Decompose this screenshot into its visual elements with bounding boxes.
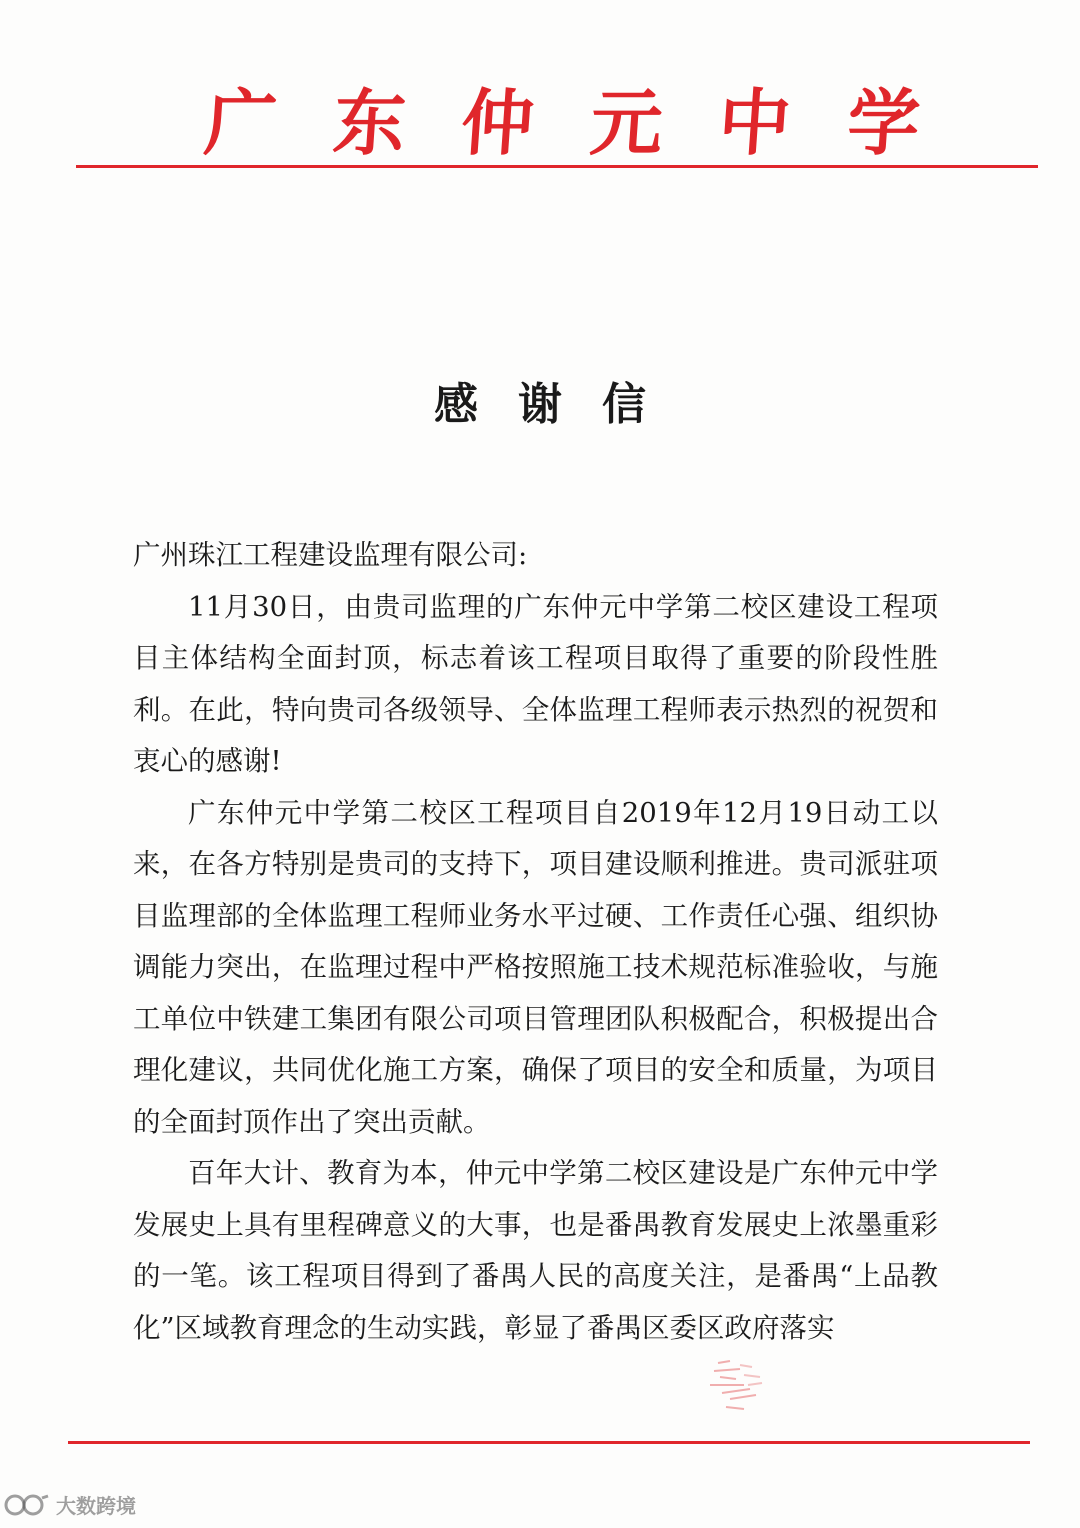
letterhead-school-name	[80, 72, 980, 165]
letter-body	[133, 530, 938, 1354]
letterhead-char: 仲	[458, 81, 537, 165]
paragraph: 广东仲元中学第二校区工程项目自2019年12月19日动工以来，在各方特别是贵司的支持下，项目建设顺利推进。贵司派驻项目监理部的全体监理工程师业务水平过硬、工作责任心强、组织协调能力突出，在监理过程中严格按照施工技术规范标准验收，与施工单位中铁建工集团有限公司项目管理团队积极配合，积极提出合理化建议，共同优化施工方案，确保了项目的安全和质量，为项目的全面封顶作出了突出贡献。	[133, 796, 939, 1138]
watermark-text: 大数跨境	[56, 1494, 136, 1518]
letterhead-char: 元	[587, 81, 666, 165]
salutation: 广州珠江工程建设监理有限公司:	[133, 539, 528, 571]
letterhead-char: 学	[844, 81, 923, 165]
watermark	[4, 1490, 136, 1519]
letterhead-char: 广	[201, 81, 280, 165]
paragraph: 11月30日，由贵司监理的广东仲元中学第二校区建设工程项目主体结构全面封顶，标志着该工程项目取得了重要的阶段性胜利。在此，特向贵司各级领导、全体监理工程师表示热烈的祝贺和衷心的感谢!	[133, 590, 938, 777]
watermark-logo-icon	[4, 1492, 50, 1518]
letterhead-char: 东	[330, 81, 409, 165]
letterhead-bottom-rule	[68, 1441, 1030, 1444]
paragraph: 百年大计、教育为本，仲元中学第二校区建设是广东仲元中学发展史上具有里程碑意义的大事，也是番禺教育发展史上浓墨重彩的一笔。该工程项目得到了番禺人民的高度关注，是番禺“上品教化”区域教育理念的生动实践，彰显了番禺区委区政府落实	[133, 1157, 938, 1344]
letterhead-top-rule	[76, 165, 1038, 168]
letterhead-char: 中	[716, 81, 794, 165]
document-title: 感谢信	[434, 379, 686, 430]
seal-imprint-mark	[700, 1355, 770, 1415]
